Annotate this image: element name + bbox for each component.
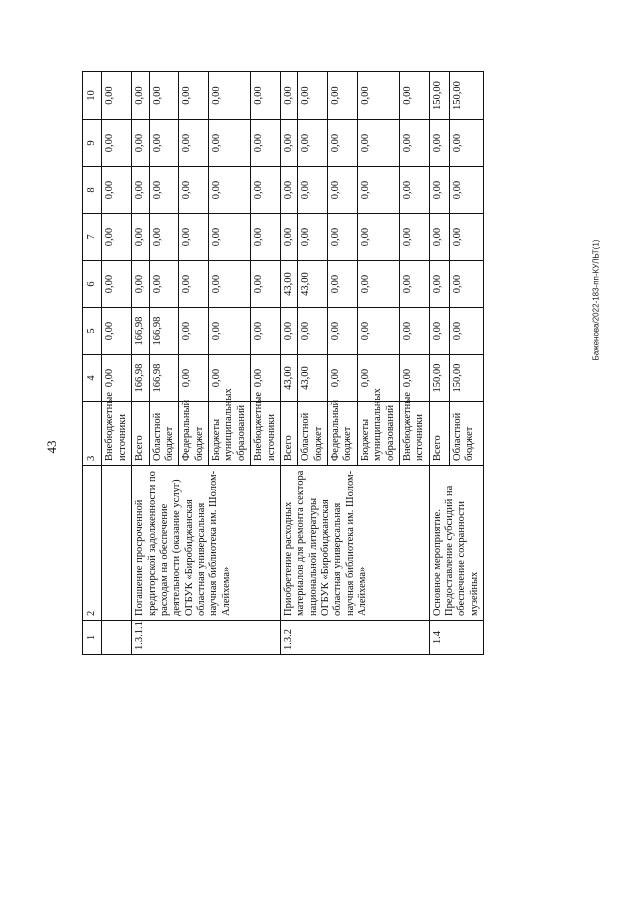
value-cell: 150,00 (429, 355, 449, 402)
source-cell: Всего (280, 402, 297, 466)
value-cell: 0,00 (251, 167, 281, 214)
name-cell: Основное мероприятие. Предоставление субсидий на обеспечение сохранности музейных (429, 466, 484, 621)
source-cell: Всего (429, 402, 449, 466)
value-cell: 43,00 (280, 261, 297, 308)
value-cell: 0,00 (399, 214, 429, 261)
value-cell: 0,00 (251, 355, 281, 402)
value-cell: 0,00 (449, 120, 483, 167)
name-cell: Погашение просроченной кредиторской задолженности по расходам на обеспечение деятельности (оказание услуг) ОГБУК «Биробиджанская областная универсальная научная библиотека им. Шолом-Алейхема» (132, 466, 281, 621)
value-cell: 166,98 (149, 355, 179, 402)
number-cell: 1.4 (429, 621, 484, 655)
value-cell: 0,00 (280, 308, 297, 355)
value-cell: 0,00 (357, 308, 399, 355)
value-cell: 0,00 (149, 214, 179, 261)
value-cell: 0,00 (429, 261, 449, 308)
value-cell: 0,00 (280, 214, 297, 261)
value-cell: 0,00 (357, 214, 399, 261)
value-cell: 150,00 (429, 72, 449, 120)
value-cell: 0,00 (251, 214, 281, 261)
value-cell: 150,00 (449, 72, 483, 120)
value-cell: 0,00 (399, 167, 429, 214)
value-cell: 0,00 (357, 72, 399, 120)
value-cell: 0,00 (209, 355, 251, 402)
header-cell: 9 (83, 120, 102, 167)
value-cell: 0,00 (357, 355, 399, 402)
value-cell: 0,00 (399, 308, 429, 355)
value-cell: 0,00 (328, 120, 358, 167)
value-cell: 0,00 (328, 308, 358, 355)
header-cell: 4 (83, 355, 102, 402)
value-cell: 0,00 (357, 120, 399, 167)
value-cell: 0,00 (132, 120, 149, 167)
name-cell (102, 466, 132, 621)
header-row (83, 72, 102, 655)
value-cell: 0,00 (399, 261, 429, 308)
value-cell: 0,00 (429, 308, 449, 355)
value-cell: 0,00 (179, 308, 209, 355)
source-cell: Бюджеты муниципальных образований (357, 402, 399, 466)
table-row (429, 72, 449, 655)
header-cell: 7 (83, 214, 102, 261)
value-cell: 0,00 (251, 308, 281, 355)
value-cell: 0,00 (149, 261, 179, 308)
value-cell: 0,00 (149, 72, 179, 120)
value-cell: 0,00 (328, 214, 358, 261)
value-cell: 0,00 (429, 214, 449, 261)
value-cell: 0,00 (449, 167, 483, 214)
value-cell: 43,00 (298, 355, 328, 402)
value-cell: 43,00 (298, 261, 328, 308)
value-cell: 0,00 (399, 120, 429, 167)
value-cell: 166,98 (132, 308, 149, 355)
number-cell: 1.3.1.1 (132, 621, 281, 655)
value-cell: 0,00 (209, 167, 251, 214)
value-cell: 0,00 (179, 120, 209, 167)
value-cell: 0,00 (251, 72, 281, 120)
value-cell: 166,98 (132, 355, 149, 402)
value-cell: 0,00 (102, 167, 132, 214)
source-cell: Областной бюджет (149, 402, 179, 466)
value-cell: 0,00 (399, 355, 429, 402)
header-cell: 2 (83, 466, 102, 621)
table-row (102, 72, 132, 655)
value-cell: 0,00 (132, 167, 149, 214)
value-cell: 0,00 (280, 72, 297, 120)
value-cell: 0,00 (209, 120, 251, 167)
value-cell: 0,00 (357, 261, 399, 308)
header-cell: 3 (83, 402, 102, 466)
source-cell: Внебюджетные источники (102, 402, 132, 466)
value-cell: 0,00 (251, 120, 281, 167)
header-cell: 8 (83, 167, 102, 214)
source-cell: Федеральный бюджет (179, 402, 209, 466)
source-cell: Всего (132, 402, 149, 466)
number-cell: 1.3.2 (280, 621, 429, 655)
value-cell: 0,00 (102, 355, 132, 402)
source-cell: Областной бюджет (449, 402, 483, 466)
value-cell: 0,00 (298, 214, 328, 261)
source-cell: Внебюджетные источники (251, 402, 281, 466)
value-cell: 0,00 (102, 72, 132, 120)
header-cell: 5 (83, 308, 102, 355)
value-cell: 0,00 (449, 214, 483, 261)
value-cell: 0,00 (132, 214, 149, 261)
value-cell: 0,00 (209, 261, 251, 308)
value-cell: 0,00 (102, 308, 132, 355)
value-cell: 0,00 (209, 214, 251, 261)
number-cell (102, 621, 132, 655)
value-cell: 0,00 (449, 261, 483, 308)
source-cell: Бюджеты муниципальных образований (209, 402, 251, 466)
table-row (132, 72, 149, 655)
value-cell: 43,00 (280, 355, 297, 402)
value-cell: 0,00 (449, 308, 483, 355)
value-cell: 0,00 (298, 72, 328, 120)
value-cell: 0,00 (149, 120, 179, 167)
value-cell: 0,00 (298, 120, 328, 167)
value-cell: 0,00 (209, 308, 251, 355)
header-cell: 10 (83, 72, 102, 120)
value-cell: 0,00 (102, 214, 132, 261)
document-code: Баженова/2022-183-пп-КУЛЬТ(1) (591, 239, 601, 361)
value-cell: 0,00 (429, 167, 449, 214)
value-cell: 0,00 (179, 355, 209, 402)
value-cell: 0,00 (251, 261, 281, 308)
value-cell: 0,00 (328, 261, 358, 308)
value-cell: 0,00 (298, 308, 328, 355)
value-cell: 0,00 (280, 167, 297, 214)
value-cell: 0,00 (179, 72, 209, 120)
header-cell: 1 (83, 621, 102, 655)
name-cell: Приобретение расходных материалов для ремонта сектора национальной литературы ОГБУК «Биробиджанская областная универсальная научная библиотека им. Шолом-Алейхема» (280, 466, 429, 621)
value-cell: 150,00 (449, 355, 483, 402)
rotated-table-container (82, 72, 530, 655)
value-cell: 0,00 (102, 120, 132, 167)
page-number: 43 (44, 440, 59, 454)
value-cell: 0,00 (328, 72, 358, 120)
value-cell: 0,00 (328, 355, 358, 402)
value-cell: 0,00 (357, 167, 399, 214)
value-cell: 0,00 (399, 72, 429, 120)
value-cell: 0,00 (179, 167, 209, 214)
value-cell: 0,00 (132, 72, 149, 120)
value-cell: 0,00 (179, 214, 209, 261)
value-cell: 0,00 (179, 261, 209, 308)
value-cell: 0,00 (429, 120, 449, 167)
source-cell: Федеральный бюджет (328, 402, 358, 466)
source-cell: Областной бюджет (298, 402, 328, 466)
value-cell: 166,98 (149, 308, 179, 355)
value-cell: 0,00 (149, 167, 179, 214)
value-cell: 0,00 (298, 167, 328, 214)
header-cell: 6 (83, 261, 102, 308)
value-cell: 0,00 (102, 261, 132, 308)
value-cell: 0,00 (280, 120, 297, 167)
value-cell: 0,00 (132, 261, 149, 308)
value-cell: 0,00 (209, 72, 251, 120)
source-cell: Внебюджетные источники (399, 402, 429, 466)
table-row (280, 72, 297, 655)
value-cell: 0,00 (328, 167, 358, 214)
budget-table (82, 71, 484, 655)
